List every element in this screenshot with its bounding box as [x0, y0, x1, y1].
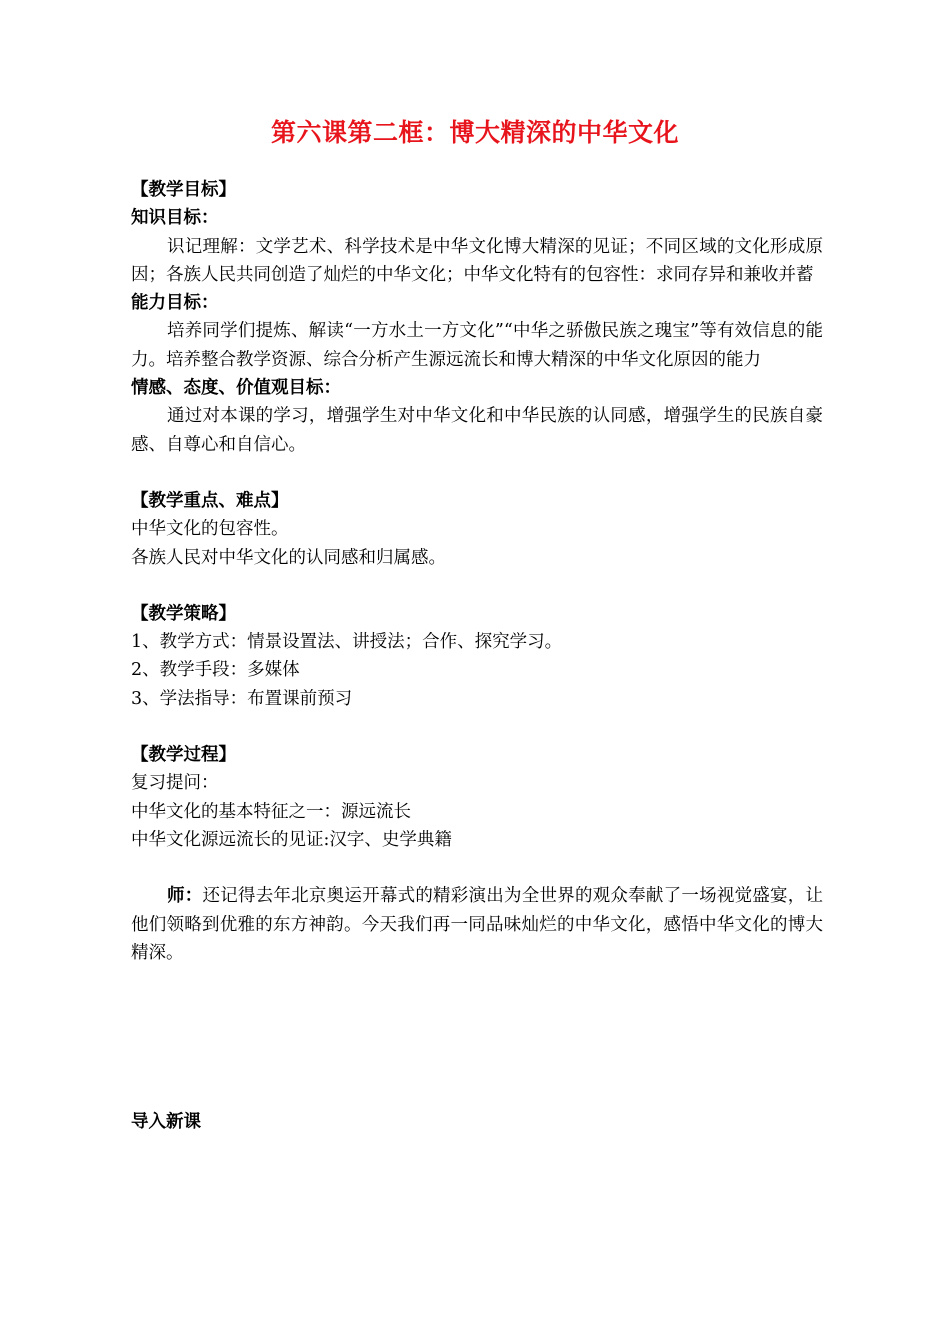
section-heading-strategy: 【教学策略】: [131, 603, 236, 624]
spacer: [131, 1080, 823, 1108]
process-line: 中华文化的基本特征之一：源远流长: [131, 801, 411, 822]
strategy-item: 1、教学方式：情景设置法、讲授法；合作、探究学习。: [131, 632, 563, 653]
knowledge-objective-label: 知识目标：: [131, 208, 219, 229]
key-point-item: 各族人民对中华文化的认同感和归属感。: [131, 547, 446, 568]
document-body: [131, 176, 823, 1136]
ability-objective-text: 培养同学们提炼、解读“一方水土一方文化”“中华之骄傲民族之瑰宝”等有效信息的能力。培养整合教学资源、综合分析产生源远流长和博大精深的中华文化原因的能力: [131, 321, 823, 370]
spacer: [131, 713, 823, 741]
key-point-item: 中华文化的包容性。: [131, 519, 289, 540]
emotion-objective-text: 通过对本课的学习，增强学生对中华文化和中华民族的认同感，增强学生的民族自豪感、自尊心和自信心。: [131, 406, 823, 455]
knowledge-objective-text: 识记理解：文学艺术、科学技术是中华文化博大精深的见证；不同区域的文化形成原因；各族人民共同创造了灿烂的中华文化；中华文化特有的包容性：求同存异和兼收并蓄: [131, 236, 823, 285]
teacher-label: 师：: [167, 886, 203, 907]
spacer: [131, 967, 823, 1080]
intro-new-lesson-heading: 导入新课: [131, 1112, 201, 1133]
section-heading-objectives: 【教学目标】: [131, 180, 236, 200]
process-line: 中华文化源远流长的见证:汉字、史学典籍: [131, 829, 452, 850]
section-heading-process: 【教学过程】: [131, 745, 236, 766]
spacer: [131, 572, 823, 600]
ability-objective-label: 能力目标：: [131, 293, 219, 314]
teacher-paragraph: [131, 882, 823, 967]
strategy-item: 2、教学手段：多媒体: [131, 660, 300, 681]
process-line: 复习提问：: [131, 773, 219, 794]
section-heading-key-points: 【教学重点、难点】: [131, 490, 289, 511]
strategy-item: 3、学法指导：布置课前预习: [131, 688, 353, 709]
spacer: [131, 459, 823, 487]
emotion-objective-label: 情感、态度、价值观目标：: [131, 378, 341, 399]
document-title: 第六课第二框：博大精深的中华文化: [270, 118, 679, 147]
spacer: [131, 854, 823, 882]
teacher-text: 还记得去年北京奥运开幕式的精彩演出为全世界的观众奉献了一场视觉盛宴，让他们领略到优雅的东方神韵。今天我们再一同品味灿烂的中华文化，感悟中华文化的博大精深。: [131, 886, 824, 963]
